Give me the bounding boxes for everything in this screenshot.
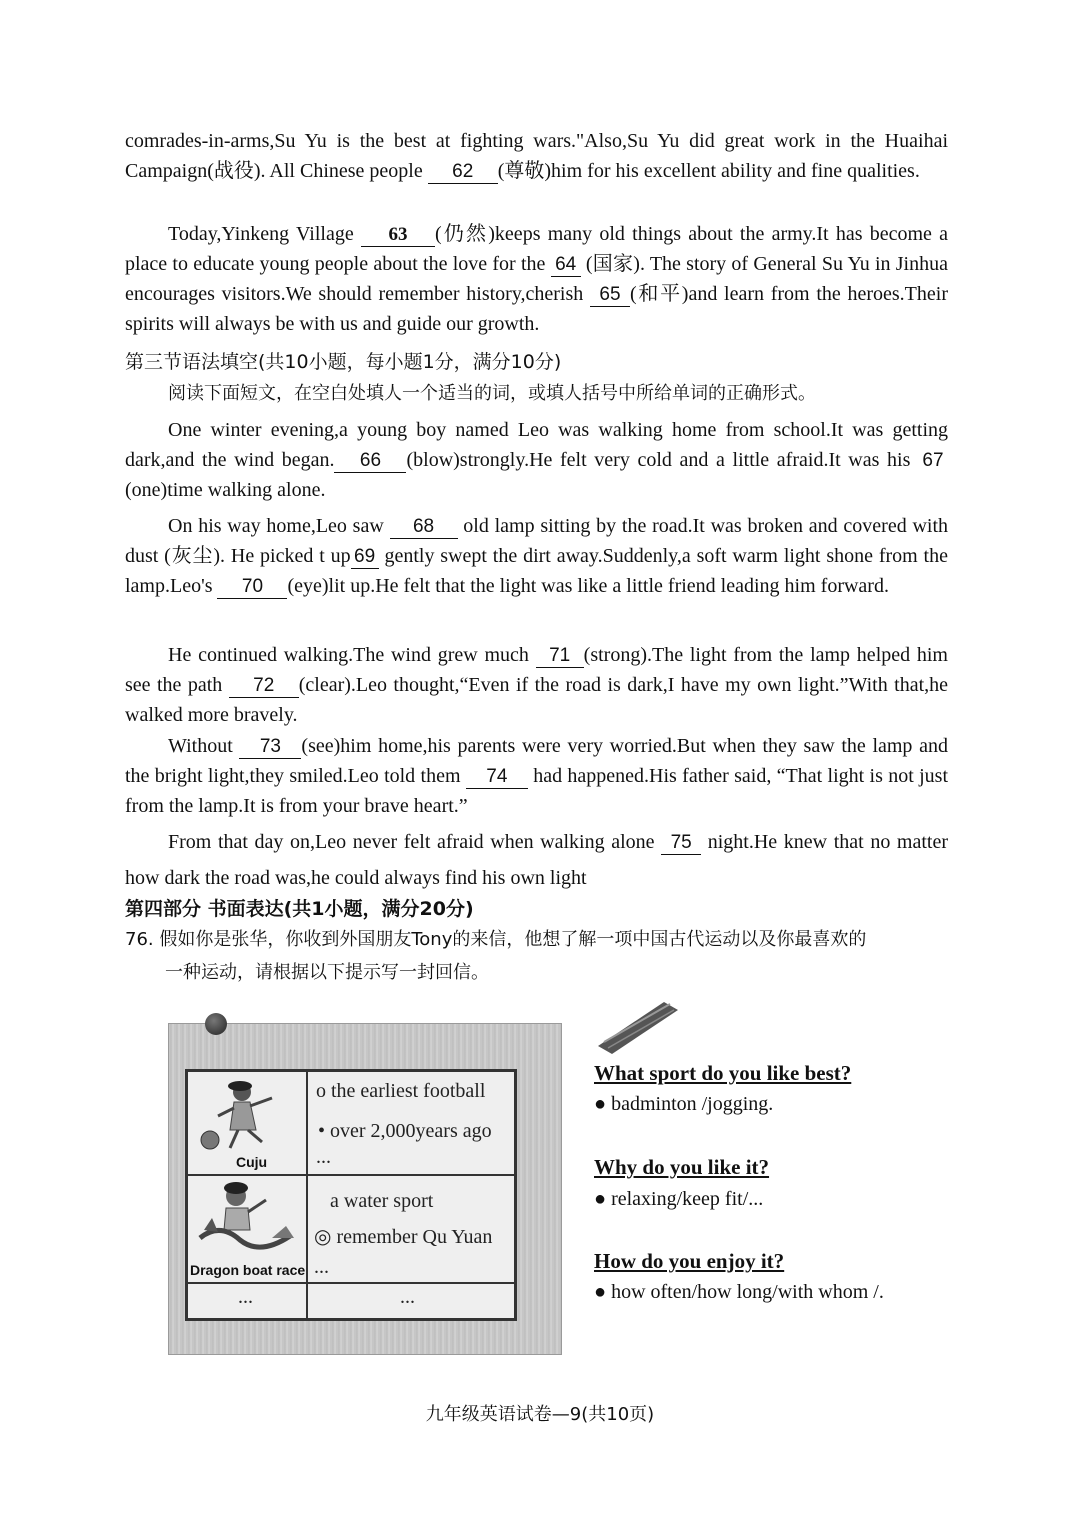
cuju-line-1: o the earliest football [316, 1080, 486, 1102]
cuju-image-cell [187, 1071, 307, 1175]
prompt-answer-3: ● how often/how long/with whom /. [594, 1281, 884, 1303]
extra-image-cell [187, 1283, 307, 1319]
passage-a-paragraph-2 [125, 219, 948, 339]
text-span: He continued walking.The wind grew much [168, 644, 536, 666]
blank-65: 65 [590, 284, 630, 307]
cuju-figure-icon [190, 1074, 306, 1154]
text-span: (eye)lit up.He felt that the light was like a little friend leading him forward. [287, 575, 889, 597]
dragon-boat-info-cell [307, 1175, 515, 1283]
passage-b-paragraph-4 [125, 731, 948, 821]
text-span: (和平)and learn from the heroes.Their spirits will always be with us and guide our growth. [125, 283, 948, 335]
passage-b-paragraph-3 [125, 640, 948, 730]
dragon-boat-caption: Dragon boat race [190, 1262, 306, 1278]
pushpin-icon [205, 1013, 227, 1035]
passage-b-paragraph-2 [125, 511, 948, 601]
cuju-caption: Cuju [236, 1154, 268, 1170]
blank-70: 70 [217, 576, 287, 599]
text-span: had happened.His father said, “That light is not just from the lamp.It is from your brave heart.” [125, 765, 948, 817]
dragon-boat-line-1: a water sport [330, 1190, 434, 1212]
blank-63: 63 [361, 224, 435, 247]
blank-75: 75 [661, 832, 701, 855]
text-span: gently swept the dirt away.Suddenly,a soft warm light shone from the lamp.Leo's [125, 545, 948, 597]
cuju-line-3: ... [316, 1146, 331, 1168]
passage-b-paragraph-5 [125, 824, 948, 896]
text-span: (国家). The story of General Su Yu in Jinhua encourages visitors.We should remember history,cherish [125, 253, 948, 305]
question-76 [125, 923, 955, 989]
text-span: (仍然)keeps many old things about the army.It has become a place to educate young people about the love for the [125, 223, 948, 275]
sport-info-grid [185, 1069, 517, 1321]
question-76-line-1: 76. 假如你是张华，你收到外国朋友Tony的来信，他想了解一项中国古代运动以及你最喜欢的 [125, 929, 867, 950]
page-footer: 九年级英语试卷—9(共10页) [425, 1404, 655, 1425]
blank-74: 74 [466, 766, 528, 789]
text-span: On his way home,Leo saw [168, 515, 390, 537]
text-span: (see)him home,his parents were very worried.But when they saw the lamp and the bright light,they smiled.Leo told them [125, 735, 948, 787]
blank-71: 71 [536, 645, 584, 668]
blank-72: 72 [229, 675, 299, 698]
prompt-question-1: What sport do you like best? [594, 1061, 852, 1085]
brush-stroke-icon [594, 996, 684, 1056]
text-span: From that day on,Leo never felt afraid when walking alone [168, 831, 662, 853]
text-span: Without [168, 735, 240, 757]
section-3-instruction: 阅读下面短文，在空白处填人一个适当的词，或填人括号中所给单词的正确形式。 [168, 383, 816, 404]
blank-62: 62 [428, 161, 498, 184]
passage-b-paragraph-1 [125, 415, 948, 505]
text-span: One winter evening,a young boy named Leo was walking home from school.It was getting dark,and the wind began. [125, 419, 948, 471]
prompt-question-2: Why do you like it? [594, 1155, 770, 1179]
blank-73: 73 [239, 736, 301, 759]
blank-64: 64 [551, 254, 581, 277]
text-span: Today,Yinkeng Village [168, 223, 361, 245]
text-span: (one)time walking alone. [125, 479, 326, 501]
blank-69: 69 [351, 546, 379, 569]
section-3-title: 第三节语法填空(共10小题，每小题1分，满分10分) [125, 351, 562, 373]
text-span: old lamp sitting by the road.It was broken and covered with dust (灰尘). He picked t up [125, 515, 949, 567]
section-4-title: 第四部分 书面表达(共1小题，满分20分) [125, 898, 474, 920]
dragon-boat-figure-icon [190, 1178, 306, 1262]
cuju-info-cell [307, 1071, 515, 1175]
text-span: (blow)strongly.He felt very cold and a little afraid.It was his [406, 449, 918, 471]
extra-left-dots: ... [238, 1286, 253, 1308]
blank-68: 68 [390, 516, 458, 539]
text-span: (尊敬)him for his excellent ability and fine qualities. [497, 160, 920, 182]
blank-66: 66 [334, 450, 406, 473]
extra-right-dots: ... [400, 1286, 415, 1308]
dragon-boat-line-3: ... [314, 1256, 329, 1278]
blank-67: 67 [922, 450, 944, 471]
prompt-answer-2: ● relaxing/keep fit/... [594, 1188, 764, 1210]
question-76-line-2: 一种运动，请根据以下提示写一封回信。 [165, 962, 489, 983]
extra-info-cell [307, 1283, 515, 1319]
cuju-line-2: • over 2,000years ago [318, 1120, 492, 1142]
text-span: (strong).The light from the lamp helped him see the path [125, 644, 948, 696]
passage-a-paragraph-1 [125, 126, 948, 186]
text-span: (clear).Leo thought,“Even if the road is dark,I have my own light.”With that,he walked more bravely. [125, 674, 948, 726]
text-span: night.He knew that no matter how dark the road was,he could always find his own light [125, 831, 949, 889]
dragon-boat-image-cell [187, 1175, 307, 1283]
prompt-question-3: How do you enjoy it? [594, 1249, 785, 1273]
prompt-answer-1: ● badminton /jogging. [594, 1093, 774, 1115]
dragon-boat-line-2: ◎ remember Qu Yuan [314, 1226, 493, 1248]
text-span: comrades-in-arms,Su Yu is the best at fighting wars."Also,Su Yu did great work in the Huaihai Campaign(战役). All Chinese people [125, 130, 948, 182]
